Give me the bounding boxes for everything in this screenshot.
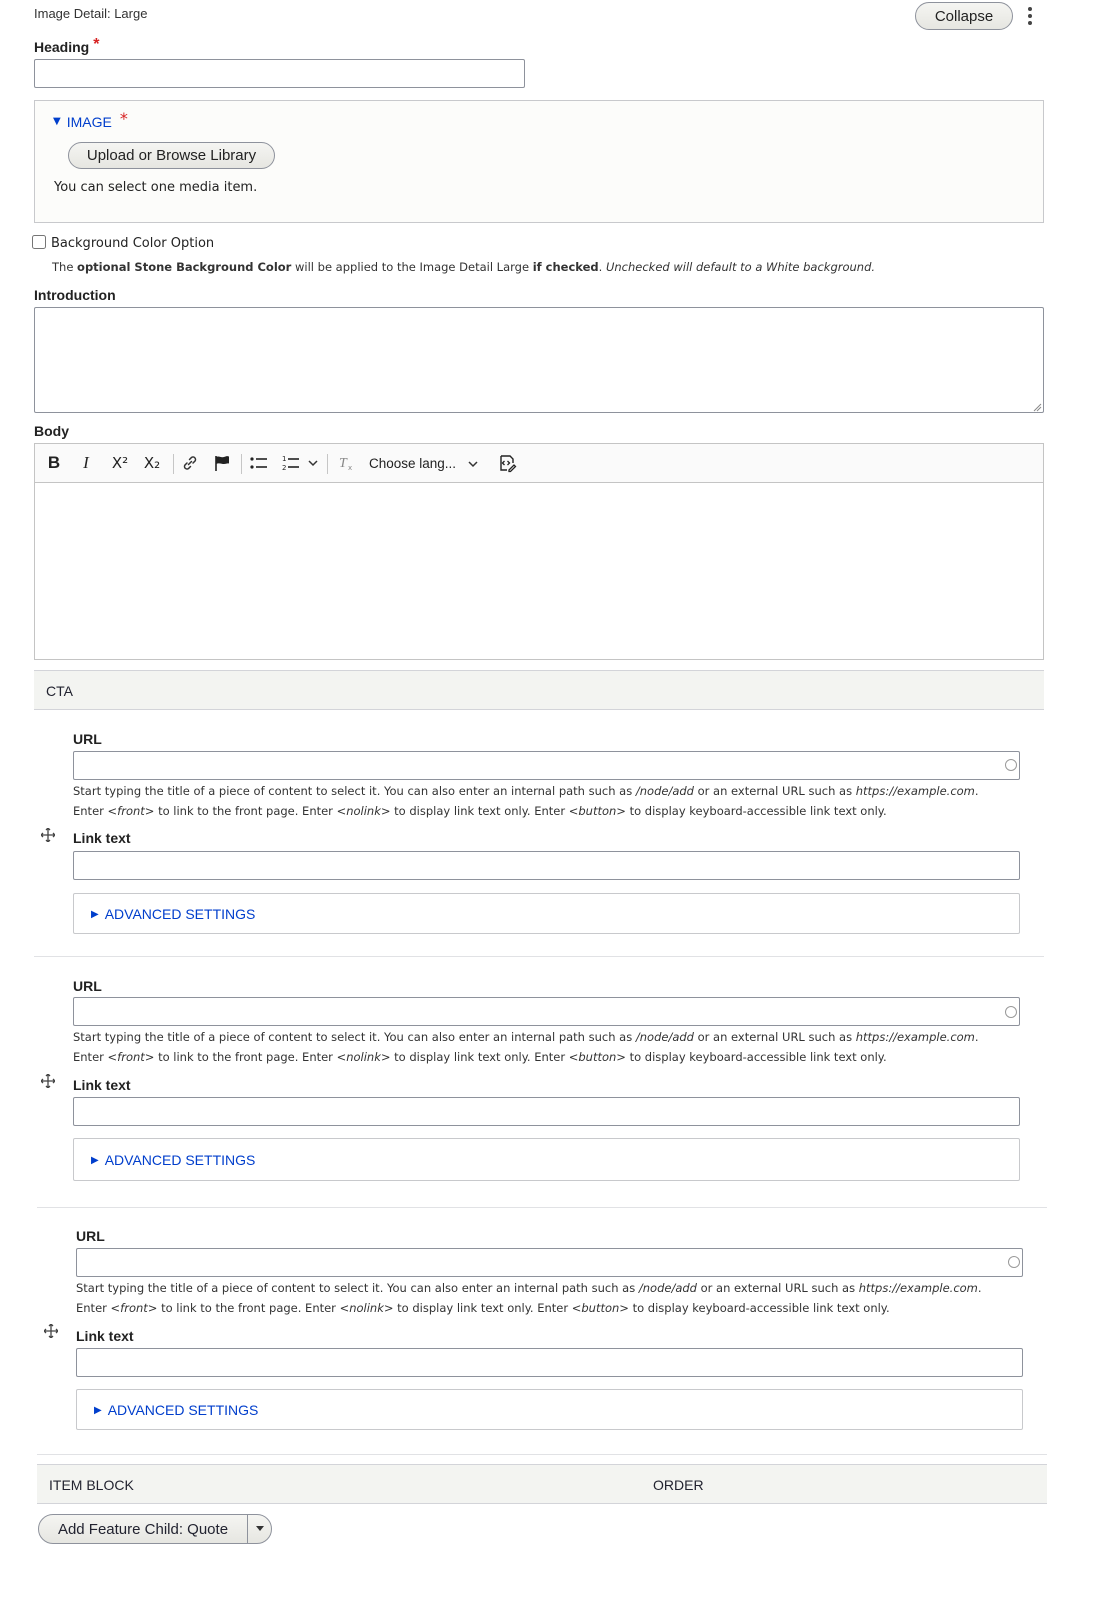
url-help-line-2	[73, 1047, 979, 1067]
help-text: to display keyboard-accessible link text only.	[625, 1050, 887, 1064]
upload-browse-button[interactable]: Upload or Browse Library	[68, 142, 275, 169]
image-details	[34, 100, 1044, 223]
heading-input[interactable]	[34, 59, 525, 88]
advanced-settings-label: ADVANCED SETTINGS	[104, 1152, 256, 1168]
autocomplete-throbber-icon	[1005, 759, 1017, 771]
row-divider	[37, 1454, 1047, 1455]
help-text: or an external URL such as	[696, 1281, 859, 1295]
flag-icon[interactable]	[211, 452, 233, 474]
help-text: <button>	[568, 804, 626, 818]
svg-text:1: 1	[282, 455, 287, 463]
help-text: or an external URL such as	[693, 784, 856, 798]
chevron-down-icon	[468, 456, 478, 471]
help-text: <front>	[110, 1301, 158, 1315]
url-input[interactable]	[73, 751, 1020, 780]
help-text: <nolink>	[339, 1301, 394, 1315]
italic-button[interactable]: I	[83, 453, 89, 472]
help-text: /node/add	[638, 1281, 697, 1295]
help-text: .	[977, 1281, 982, 1295]
cta-item-2	[34, 957, 1044, 1207]
help-text: to display keyboard-accessible link text only.	[625, 804, 887, 818]
dropdown-caret-icon[interactable]	[248, 1515, 272, 1543]
background-color-label[interactable]: Background Color Option	[51, 236, 215, 251]
background-color-description	[52, 257, 875, 277]
remove-format-icon[interactable]	[335, 452, 357, 474]
subscript-button[interactable]: X₂	[143, 454, 161, 472]
help-text: .	[974, 1030, 979, 1044]
help-text: to display link text only. Enter	[390, 804, 569, 818]
toolbar-separator	[173, 454, 174, 474]
cta-item-1	[34, 710, 1044, 956]
help-text: <front>	[107, 804, 155, 818]
help-text: to link to the front page. Enter	[154, 804, 337, 818]
kebab-icon[interactable]	[1024, 4, 1036, 28]
heading-label	[34, 36, 100, 57]
numbered-list-icon[interactable]	[279, 452, 303, 474]
url-label: URL	[76, 1228, 105, 1244]
order-column: ORDER	[653, 1477, 704, 1493]
desc-bold: optional Stone Background Color	[77, 260, 292, 274]
add-feature-child-split-button	[38, 1514, 272, 1544]
help-text: <nolink>	[336, 804, 391, 818]
help-text: Enter	[76, 1301, 111, 1315]
body-editor	[34, 443, 1044, 660]
bold-button[interactable]: B	[47, 453, 61, 472]
superscript-button[interactable]: X²	[111, 454, 129, 472]
paragraph-title: Image Detail: Large	[34, 6, 148, 21]
advanced-settings-details[interactable]	[73, 893, 1020, 934]
image-help: You can select one media item.	[54, 180, 258, 195]
help-text: Enter	[73, 1050, 108, 1064]
toolbar-separator	[241, 454, 242, 474]
url-input[interactable]	[76, 1248, 1023, 1277]
help-text: /node/add	[635, 1030, 694, 1044]
advanced-settings-summary[interactable]	[94, 1402, 258, 1418]
url-input[interactable]	[73, 997, 1020, 1026]
help-text: https://example.com	[855, 1030, 975, 1044]
advanced-settings-summary[interactable]	[91, 1152, 255, 1168]
autocomplete-throbber-icon	[1005, 1006, 1017, 1018]
background-color-checkbox[interactable]	[32, 235, 46, 249]
help-text: <button>	[571, 1301, 629, 1315]
url-label: URL	[73, 731, 102, 747]
link-text-label: Link text	[73, 830, 131, 846]
language-dropdown[interactable]	[369, 452, 479, 474]
help-text: <nolink>	[336, 1050, 391, 1064]
advanced-settings-details[interactable]	[76, 1389, 1023, 1430]
editor-toolbar	[35, 444, 1043, 483]
introduction-label: Introduction	[34, 287, 116, 303]
help-text: to display link text only. Enter	[390, 1050, 569, 1064]
desc-text: .	[598, 260, 606, 274]
help-text: https://example.com	[858, 1281, 978, 1295]
cta-header-label: CTA	[46, 683, 73, 699]
cta-item-3	[37, 1208, 1047, 1454]
help-text: <front>	[107, 1050, 155, 1064]
advanced-settings-details[interactable]	[73, 1138, 1020, 1181]
help-text: to link to the front page. Enter	[157, 1301, 340, 1315]
svg-text:T: T	[339, 456, 347, 471]
autocomplete-throbber-icon	[1008, 1256, 1020, 1268]
help-text: /node/add	[635, 784, 694, 798]
url-help-line-1	[73, 781, 979, 801]
source-editing-icon[interactable]	[495, 452, 519, 474]
collapse-button[interactable]: Collapse	[915, 2, 1013, 30]
url-help	[73, 1027, 979, 1067]
drag-handle-icon[interactable]	[41, 828, 55, 842]
link-text-input[interactable]	[73, 851, 1020, 880]
cta-header	[34, 670, 1044, 710]
link-text-input[interactable]	[73, 1097, 1020, 1126]
url-help-line-1	[73, 1027, 979, 1047]
image-summary[interactable]	[53, 109, 128, 131]
drag-handle-icon[interactable]	[41, 1074, 55, 1088]
toolbar-separator	[327, 454, 328, 474]
url-label: URL	[73, 978, 102, 994]
desc-italic: Unchecked will default to a White background.	[605, 260, 876, 274]
help-text: Start typing the title of a piece of content to select it. You can also enter an internal path such as	[73, 784, 636, 798]
heading-label-text: Heading	[34, 39, 90, 55]
triangle-down-icon: ▼	[53, 116, 61, 127]
url-help-line-2	[76, 1298, 982, 1318]
help-text: to display keyboard-accessible link text only.	[628, 1301, 890, 1315]
body-label: Body	[34, 423, 69, 439]
desc-text: will be applied to the Image Detail Large	[291, 260, 533, 274]
url-help	[73, 781, 979, 821]
url-help-line-1	[76, 1278, 982, 1298]
desc-bold: if checked	[532, 260, 599, 274]
chevron-down-icon[interactable]	[306, 452, 320, 474]
help-text: to display link text only. Enter	[393, 1301, 572, 1315]
advanced-settings-label: ADVANCED SETTINGS	[107, 1402, 259, 1418]
link-text-input[interactable]	[76, 1348, 1023, 1377]
help-text: Start typing the title of a piece of content to select it. You can also enter an internal path such as	[76, 1281, 639, 1295]
triangle-right-icon: ▶	[91, 908, 99, 920]
drag-handle-icon[interactable]	[44, 1324, 58, 1338]
link-text-label: Link text	[76, 1328, 134, 1344]
required-mark: *	[119, 109, 128, 128]
help-text: <button>	[568, 1050, 626, 1064]
link-text-label: Link text	[73, 1077, 131, 1093]
help-text: to link to the front page. Enter	[154, 1050, 337, 1064]
triangle-right-icon: ▶	[91, 1154, 99, 1166]
language-dropdown-label: Choose lang...	[369, 455, 457, 471]
url-help	[76, 1278, 982, 1318]
item-block-table-header	[37, 1464, 1047, 1504]
advanced-settings-label: ADVANCED SETTINGS	[104, 906, 256, 922]
link-icon[interactable]	[179, 452, 201, 474]
introduction-textarea[interactable]	[34, 307, 1044, 413]
help-text: Enter	[73, 804, 108, 818]
body-editable-area[interactable]	[35, 483, 1043, 659]
triangle-right-icon: ▶	[94, 1404, 102, 1416]
desc-text: The	[52, 260, 78, 274]
add-feature-child-button[interactable]: Add Feature Child: Quote	[57, 1520, 229, 1538]
help-text: Start typing the title of a piece of content to select it. You can also enter an internal path such as	[73, 1030, 636, 1044]
svg-text:2: 2	[282, 464, 287, 472]
svg-text:x: x	[348, 464, 353, 472]
bulleted-list-icon[interactable]	[247, 452, 271, 474]
advanced-settings-summary[interactable]	[91, 906, 255, 922]
url-help-line-2	[73, 801, 979, 821]
image-summary-label: IMAGE	[66, 113, 112, 130]
help-text: .	[974, 784, 979, 798]
help-text: https://example.com	[855, 784, 975, 798]
help-text: or an external URL such as	[693, 1030, 856, 1044]
resize-handle-icon[interactable]	[1033, 401, 1042, 410]
required-mark: *	[93, 36, 100, 53]
item-block-column: ITEM BLOCK	[49, 1477, 134, 1493]
